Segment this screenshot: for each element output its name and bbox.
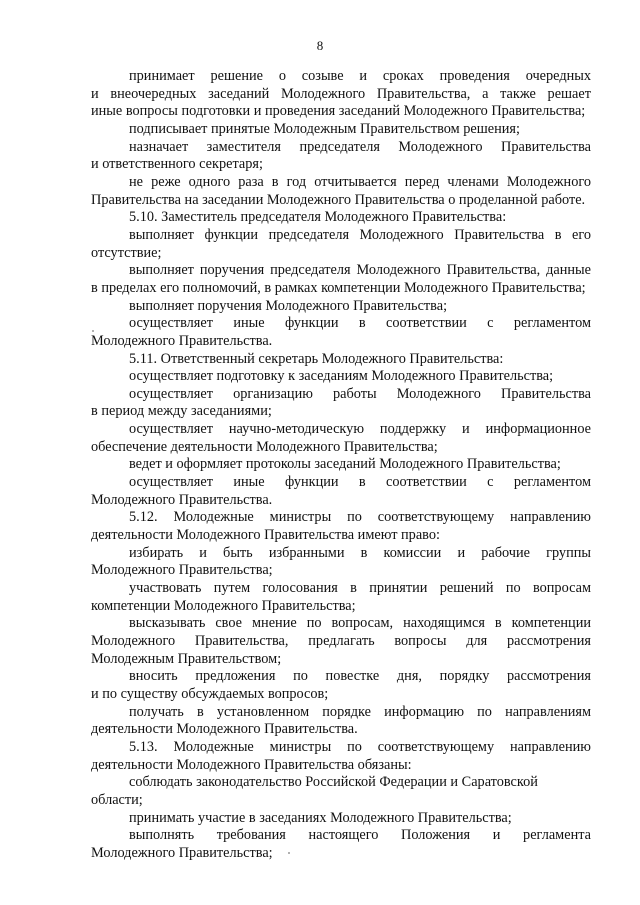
text-line: не реже одного раза в год отчитывается перед членами Молодежного: [129, 173, 591, 190]
text-line: осуществляет иные функции в соответствии с регламентом: [129, 474, 591, 491]
paragraph-p22: [91, 739, 591, 774]
text-line: 5.11. Ответственный секретарь Молодежного Правительства:: [129, 350, 504, 367]
paragraph-p2: [91, 121, 591, 139]
text-line: осуществляет научно-методическую поддержку и информационное: [129, 421, 591, 438]
text-line: получать в установленном порядке информацию по направлениям: [129, 703, 591, 720]
scan-speck: [288, 852, 290, 854]
text-line: деятельности Молодежного Правительства.: [91, 721, 358, 738]
text-line: 5.12. Молодежные министры по соответствующему направлению: [129, 509, 591, 526]
text-line: Молодежного Правительства;: [91, 844, 273, 861]
text-line: подписывает принятые Молодежным Правительством решения;: [129, 120, 520, 137]
paragraph-p17: [91, 545, 591, 580]
text-line: выполняет поручения Молодежного Правительства;: [129, 297, 448, 314]
text-line: иные вопросы подготовки и проведения заседаний Молодежного Правительства;: [91, 103, 586, 120]
page-number: 8: [316, 38, 324, 53]
text-line: в пределах его полномочий, в рамках компетенции Молодежного Правительства;: [91, 279, 586, 296]
paragraph-p9: [91, 315, 591, 350]
text-line: участвовать путем голосования в принятии решений по вопросам: [129, 580, 591, 597]
text-line: назначает заместителя председателя Молодежного Правительства: [129, 138, 591, 155]
text-line: и внеочередных заседаний Молодежного Правительства, а также решает: [91, 85, 591, 102]
paragraph-p1: [91, 68, 591, 121]
text-line: соблюдать законодательство Российской Федерации и Саратовской области;: [91, 774, 538, 808]
text-line: высказывать свое мнение по вопросам, находящимся в компетенции: [129, 615, 591, 632]
paragraph-p6: [91, 227, 591, 262]
paragraph-p8: [91, 298, 591, 316]
paragraph-p10: [91, 351, 591, 369]
text-line: выполняет функции председателя Молодежного Правительства в его: [129, 226, 591, 243]
paragraph-p18: [91, 580, 591, 615]
paragraph-p14: [91, 456, 591, 474]
paragraph-p11: [91, 368, 591, 386]
text-line: компетенции Молодежного Правительства;: [91, 597, 356, 614]
text-line: 5.10. Заместитель председателя Молодежного Правительства:: [129, 209, 507, 226]
paragraph-p23: [91, 774, 591, 809]
text-line: Правительства на заседании Молодежного Правительства о проделанной работе.: [91, 191, 586, 208]
paragraph-p4: [91, 174, 591, 209]
text-line: деятельности Молодежного Правительства обязаны:: [91, 756, 412, 773]
text-line: вносить предложения по повестке дня, порядку рассмотрения: [129, 668, 591, 685]
paragraph-p12: [91, 386, 591, 421]
text-line: 5.13. Молодежные министры по соответствующему направлению: [129, 738, 591, 755]
text-line: Молодежного Правительства, предлагать вопросы для рассмотрения: [91, 633, 591, 649]
text-line: выполнять требования настоящего Положения и регламента: [129, 827, 591, 844]
text-line: ведет и оформляет протоколы заседаний Молодежного Правительства;: [129, 456, 561, 473]
text-line: отсутствие;: [91, 244, 162, 261]
text-line: в период между заседаниями;: [91, 403, 272, 420]
paragraph-p13: [91, 421, 591, 456]
text-line: Молодежного Правительства;: [91, 562, 273, 579]
paragraph-p24: [91, 810, 591, 828]
scan-speck: [92, 330, 94, 332]
text-line: осуществляет организацию работы Молодежного Правительства: [129, 385, 591, 402]
text-line: Молодежным Правительством;: [91, 650, 282, 667]
text-line: избирать и быть избранными в комиссии и рабочие группы: [129, 544, 591, 561]
text-line: Молодежного Правительства.: [91, 491, 273, 508]
paragraph-p19: [91, 615, 591, 668]
text-line: выполняет поручения председателя Молодежного Правительства, данные: [129, 262, 591, 279]
paragraph-p25: [91, 827, 591, 862]
paragraph-p20: [91, 668, 591, 703]
text-line: принимает решение о созыве и сроках проведения очередных: [129, 68, 591, 84]
document-body: [91, 68, 591, 863]
paragraph-p3: [91, 139, 591, 174]
text-line: осуществляет подготовку к заседаниям Молодежного Правительства;: [129, 368, 554, 385]
paragraph-p16: [91, 509, 591, 544]
paragraph-p5: [91, 209, 591, 227]
text-line: и ответственного секретаря;: [91, 156, 263, 173]
paragraph-p7: [91, 262, 591, 297]
paragraph-p21: [91, 704, 591, 739]
text-line: и по существу обсуждаемых вопросов;: [91, 685, 329, 702]
text-line: обеспечение деятельности Молодежного Правительства;: [91, 438, 438, 455]
text-line: осуществляет иные функции в соответствии с регламентом: [129, 315, 591, 332]
text-line: деятельности Молодежного Правительства имеют право:: [91, 527, 440, 544]
text-line: принимать участие в заседаниях Молодежного Правительства;: [129, 809, 512, 826]
paragraph-p15: [91, 474, 591, 509]
text-line: Молодежного Правительства.: [91, 332, 273, 349]
